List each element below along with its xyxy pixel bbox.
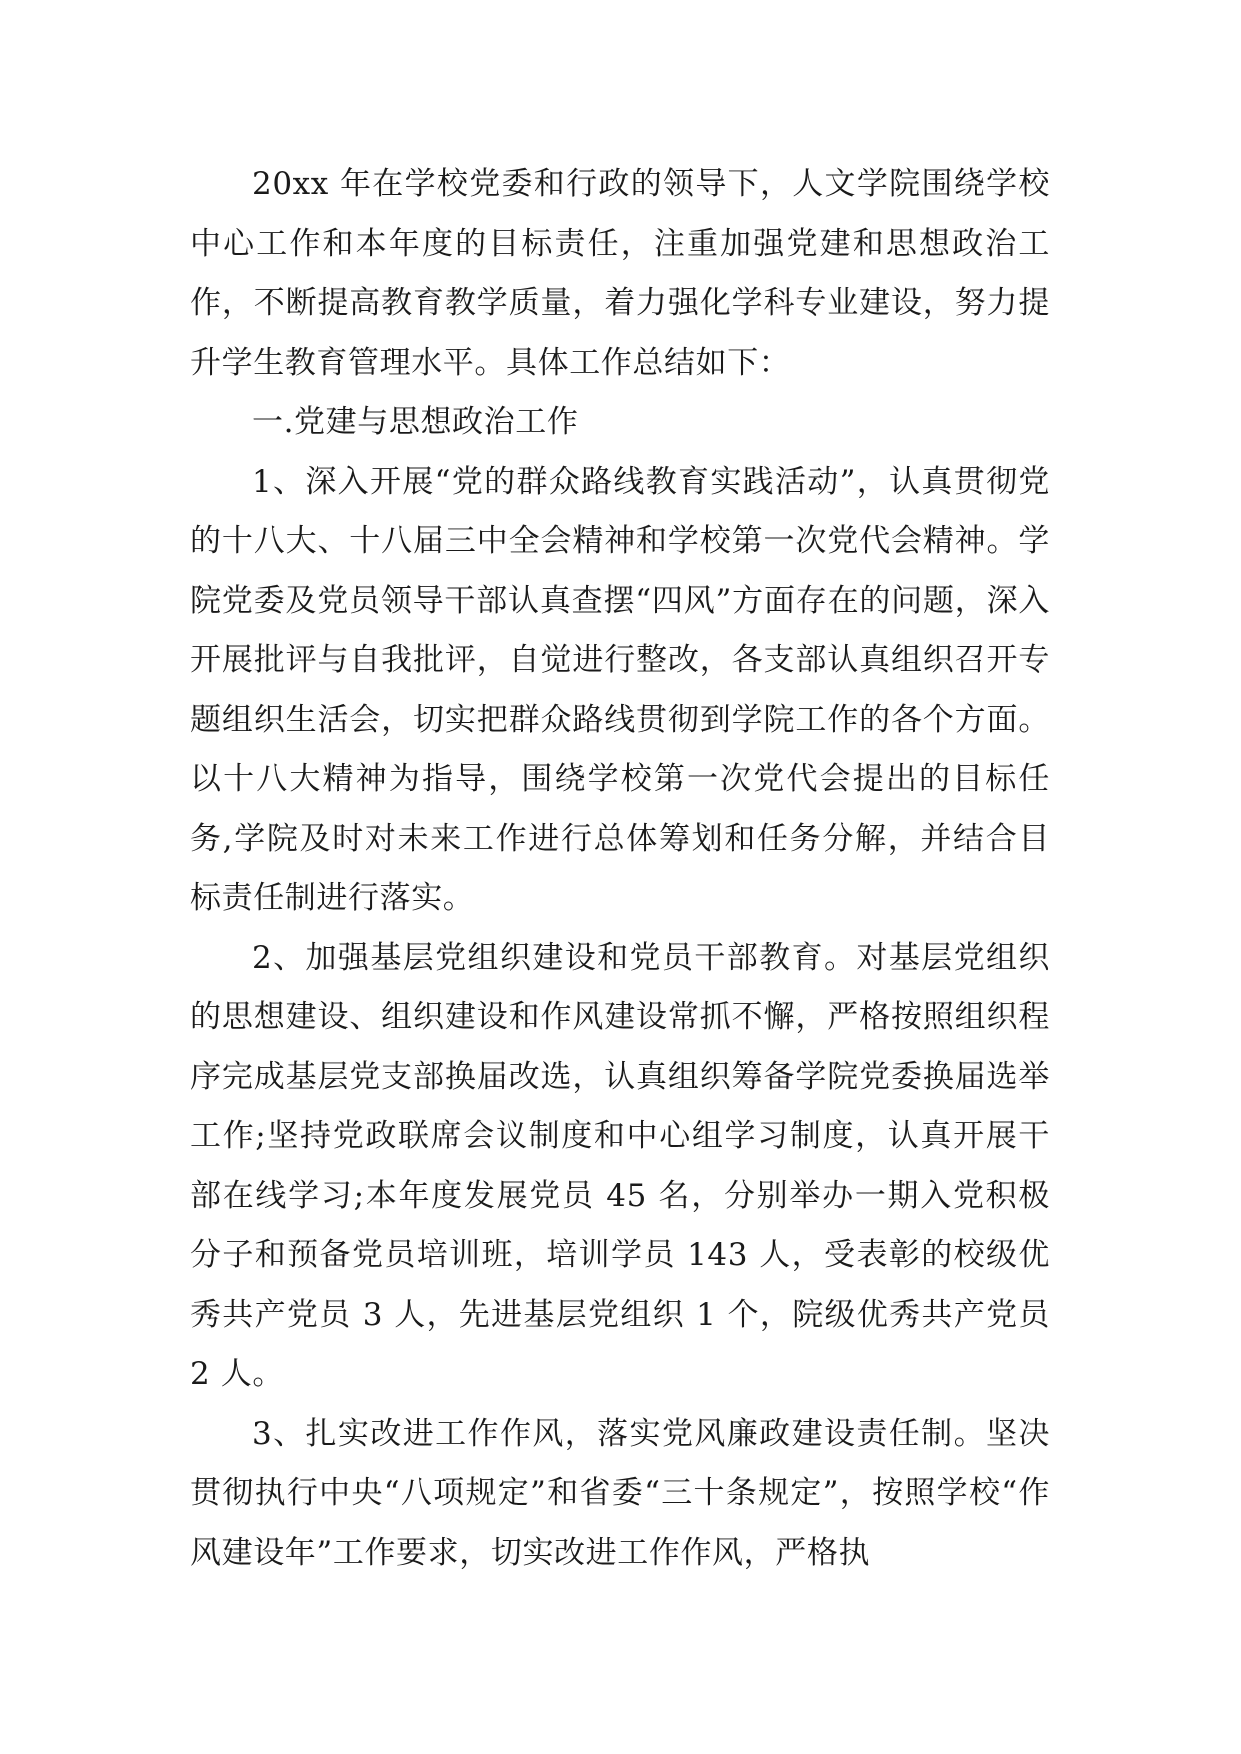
- item-paragraph-3: 3、扎实改进工作作风，落实党风廉政建设责任制。坚决贯彻执行中央“八项规定”和省委“三十条规定”，按照学校“作风建设年”工作要求，切实改进工作作风，严格执: [190, 1415, 1050, 1571]
- section-heading-party-building: 一.党建与思想政治工作: [252, 404, 579, 440]
- intro-paragraph: 20xx 年在学校党委和行政的领导下，人文学院围绕学校中心工作和本年度的目标责任，注重加强党建和思想政治工作，不断提高教育教学质量，着力强化学科专业建设，努力提升学生教育管理水平。具体工作总结如下：: [190, 166, 1050, 381]
- item-paragraph-2: 2、加强基层党组织建设和党员干部教育。对基层党组织的思想建设、组织建设和作风建设常抓不懈，严格按照组织程序完成基层党支部换届改选，认真组织筹备学院党委换届选举工作;坚持党政联席会议制度和中心组学习制度，认真开展干部在线学习;本年度发展党员 45 名，分别举办一期入党积极分子和预备党员培训班，培训学员 143 人，受表彰的校级优秀共产党员 3 人，先进基层党组织 1 个，院级优秀共产党员 2 人。: [190, 939, 1050, 1392]
- item-paragraph-1: 1、深入开展“党的群众路线教育实践活动”，认真贯彻党的十八大、十八届三中全会精神和学校第一次党代会精神。学院党委及党员领导干部认真查摆“四风”方面存在的问题，深入开展批评与自我批评，自觉进行整改，各支部认真组织召开专题组织生活会，切实把群众路线贯彻到学院工作的各个方面。以十八大精神为指导，围绕学校第一次党代会提出的目标任务,学院及时对未来工作进行总体筹划和任务分解，并结合目标责任制进行落实。: [190, 463, 1050, 916]
- document-body: [190, 155, 1050, 1583]
